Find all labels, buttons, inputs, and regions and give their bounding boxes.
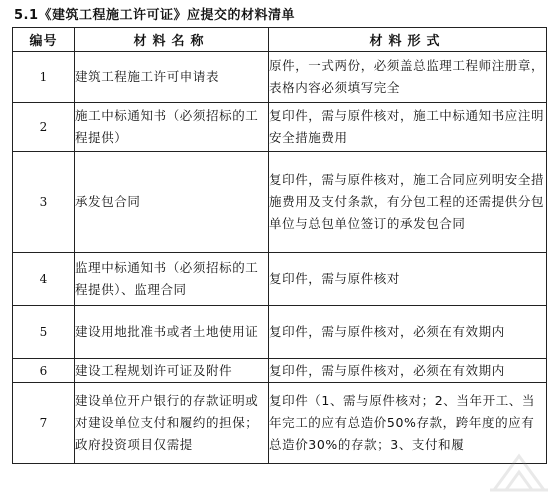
material-form: 复印件，需与原件核对，施工中标通知书应注明安全措施费用 — [269, 103, 547, 152]
material-form: 复印件，需与原件核对，施工合同应列明安全措施费用及支付条款，有分包工程的还需提供分包单位与总包单位签订的承发包合同 — [269, 152, 547, 253]
material-name: 建设工程规划许可证及附件 — [75, 359, 269, 383]
row-number: 7 — [13, 383, 75, 464]
header-form: 材料形式 — [269, 28, 547, 52]
table-row — [13, 359, 547, 383]
section-title: 5.1《建筑工程施工许可证》应提交的材料清单 — [14, 8, 296, 23]
table-header-row — [13, 28, 547, 52]
material-name: 监理中标通知书（必须招标的工程提供）、监理合同 — [75, 253, 269, 306]
material-form: 复印件，需与原件核对，必须在有效期内 — [269, 359, 547, 383]
material-name: 建设单位开户银行的存款证明或对建设单位支付和履约的担保；政府投资项目仅需提 — [75, 383, 269, 464]
row-number: 4 — [13, 253, 75, 306]
table-row — [13, 383, 547, 464]
material-form: 复印件，需与原件核对，必须在有效期内 — [269, 306, 547, 359]
row-number: 1 — [13, 52, 75, 103]
stamp-watermark-icon — [484, 452, 554, 494]
table-row — [13, 306, 547, 359]
row-number: 2 — [13, 103, 75, 152]
material-name: 承发包合同 — [75, 152, 269, 253]
header-name: 材料名称 — [75, 28, 269, 52]
table-row — [13, 253, 547, 306]
row-number: 3 — [13, 152, 75, 253]
materials-table — [12, 27, 547, 464]
row-number: 5 — [13, 306, 75, 359]
material-form: 原件，一式两份，必须盖总监理工程师注册章，表格内容必须填写完全 — [269, 52, 547, 103]
material-name: 建设用地批准书或者土地使用证 — [75, 306, 269, 359]
material-name: 建筑工程施工许可申请表 — [75, 52, 269, 103]
table-row — [13, 103, 547, 152]
material-name: 施工中标通知书（必须招标的工程提供） — [75, 103, 269, 152]
header-no: 编号 — [13, 28, 75, 52]
material-form: 复印件，需与原件核对 — [269, 253, 547, 306]
table-row — [13, 52, 547, 103]
row-number: 6 — [13, 359, 75, 383]
table-row — [13, 152, 547, 253]
material-form: 复印件（1、需与原件核对；2、当年开工、当年完工的应有总造价50%存款，跨年度的应有总造价30%的存款；3、支付和履 — [269, 383, 547, 464]
